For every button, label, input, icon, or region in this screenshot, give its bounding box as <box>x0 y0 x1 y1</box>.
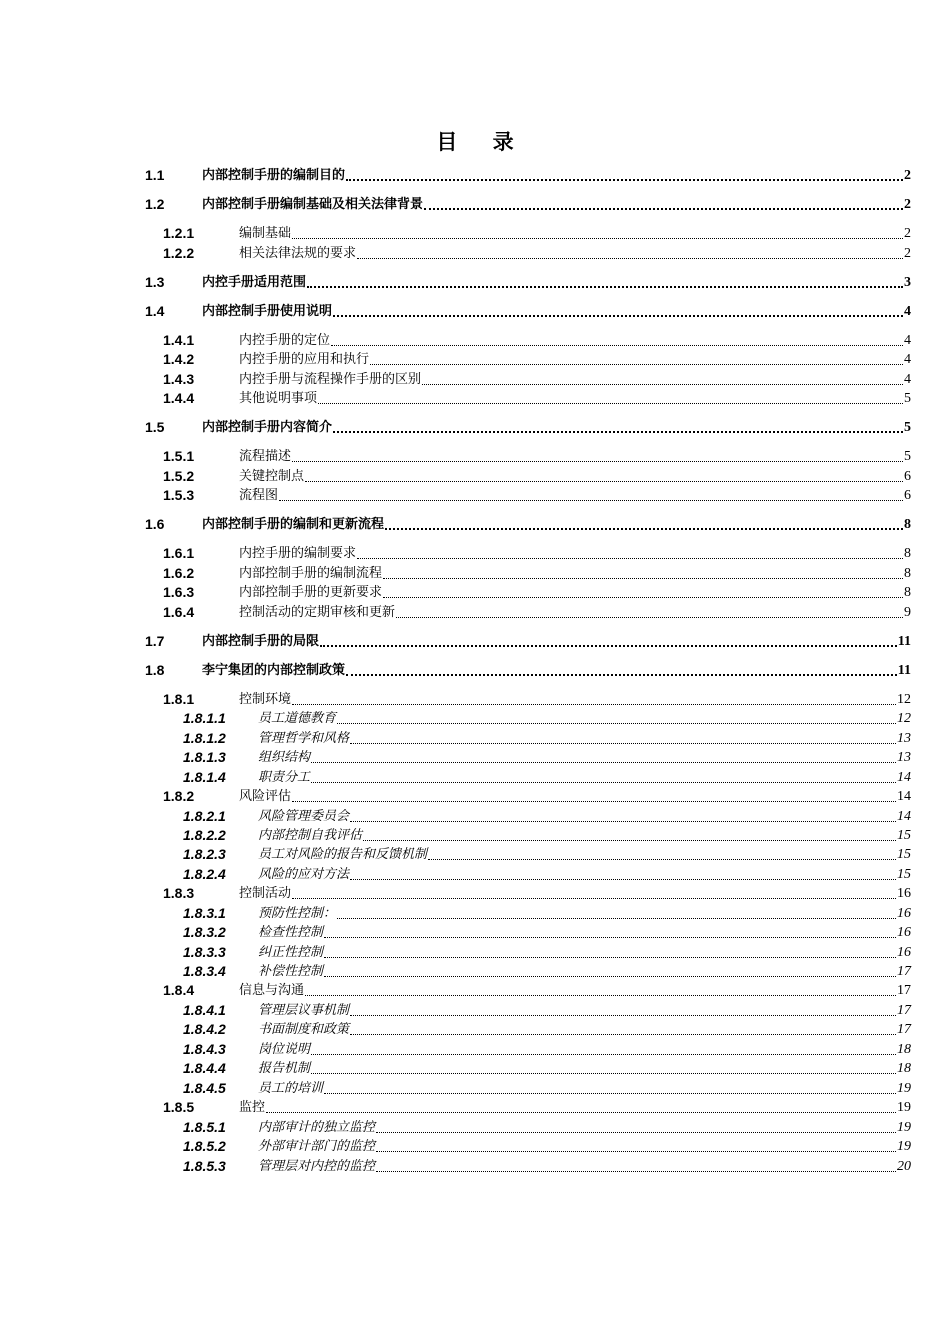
toc-entry-page-number: 8 <box>904 566 911 581</box>
toc-entry-title: 员工对风险的报告和反馈机制 <box>258 847 428 862</box>
toc-entry-number: 1.2 <box>145 196 165 212</box>
toc-entry-page-number: 19 <box>897 1100 911 1115</box>
toc-entry-number: 1.4.1 <box>163 332 195 348</box>
toc-entry-number: 1.4.3 <box>163 371 195 387</box>
toc-entry-page-number: 14 <box>897 809 911 824</box>
toc-entry-number: 1.8.5.1 <box>183 1119 226 1135</box>
toc-entry-title: 员工的培训 <box>258 1081 324 1096</box>
toc-dot-leader <box>318 389 903 404</box>
toc-entry-number: 1.1 <box>145 167 165 183</box>
toc-dot-leader <box>346 165 903 181</box>
toc-dot-leader <box>292 787 896 802</box>
toc-dot-leader <box>311 768 896 783</box>
toc-entry-number: 1.7 <box>145 633 165 649</box>
toc-entry[interactable] <box>145 515 911 533</box>
toc-entry[interactable] <box>163 331 911 349</box>
toc-entry[interactable] <box>183 826 911 844</box>
toc-entry-number: 1.8.5.2 <box>183 1138 226 1154</box>
toc-entry-page-number: 4 <box>904 333 911 348</box>
toc-entry[interactable] <box>163 981 911 999</box>
toc-dot-leader <box>331 331 903 346</box>
toc-dot-leader <box>385 514 903 530</box>
toc-entry-page-number: 5 <box>904 449 911 464</box>
toc-entry-title: 相关法律法规的要求 <box>239 246 357 261</box>
toc-dot-leader <box>370 350 903 365</box>
toc-entry-number: 1.2.1 <box>163 225 195 241</box>
toc-entry-title: 职责分工 <box>258 770 311 785</box>
toc-entry[interactable] <box>183 1040 911 1058</box>
toc-entry[interactable] <box>145 166 911 184</box>
toc-entry-number: 1.8.3.2 <box>183 924 226 940</box>
toc-dot-leader <box>376 1118 896 1133</box>
toc-entry[interactable] <box>145 302 911 320</box>
toc-entry-page-number: 16 <box>897 925 911 940</box>
toc-entry-title: 内控手册的编制要求 <box>239 546 357 561</box>
toc-dot-leader <box>428 845 896 860</box>
toc-entry[interactable] <box>163 370 911 388</box>
toc-dot-leader <box>337 709 896 724</box>
toc-dot-leader <box>376 1157 896 1172</box>
toc-dot-leader <box>324 1079 896 1094</box>
toc-dot-leader <box>311 748 896 763</box>
toc-entry-number: 1.8 <box>145 662 165 678</box>
toc-entry-number: 1.8.1.3 <box>183 749 226 765</box>
toc-dot-leader <box>311 1059 896 1074</box>
toc-entry-title: 预防性控制： <box>258 906 337 921</box>
toc-entry-title: 关键控制点 <box>239 469 305 484</box>
toc-entry[interactable] <box>183 923 911 941</box>
toc-entry-page-number: 11 <box>897 634 911 649</box>
toc-entry-title: 风险评估 <box>239 789 292 804</box>
toc-entry-title: 内控手册适用范围 <box>202 275 307 290</box>
toc-entry[interactable] <box>163 603 911 621</box>
toc-entry-number: 1.6.3 <box>163 584 195 600</box>
toc-entry-page-number: 13 <box>897 731 911 746</box>
toc-entry-title: 控制活动 <box>239 886 292 901</box>
toc-entry-title: 流程描述 <box>239 449 292 464</box>
toc-entry-title: 风险的应对方法 <box>258 867 350 882</box>
toc-entry-page-number: 14 <box>897 770 911 785</box>
toc-dot-leader <box>305 981 896 996</box>
toc-entry[interactable] <box>183 845 911 863</box>
toc-entry[interactable] <box>163 583 911 601</box>
toc-entry-title: 内部控制手册的编制目的 <box>202 168 346 183</box>
toc-entry-title: 书面制度和政策 <box>258 1022 350 1037</box>
toc-entry-title: 外部审计部门的监控 <box>258 1139 376 1154</box>
toc-entry-number: 1.8.1.1 <box>183 710 226 726</box>
toc-entry-title: 内部控制手册使用说明 <box>202 304 333 319</box>
toc-entry-number: 1.8.4.1 <box>183 1002 226 1018</box>
toc-entry[interactable] <box>145 195 911 213</box>
toc-dot-leader <box>350 729 896 744</box>
toc-entry-number: 1.8.4 <box>163 982 195 998</box>
toc-dot-leader <box>376 1137 896 1152</box>
toc-dot-leader <box>337 904 896 919</box>
toc-entry-number: 1.8.3.3 <box>183 944 226 960</box>
toc-dot-leader <box>292 884 896 899</box>
toc-entry-number: 1.8.2.3 <box>183 846 226 862</box>
toc-entry-number: 1.2.2 <box>163 245 195 261</box>
toc-dot-leader <box>346 660 897 676</box>
toc-dot-leader <box>357 544 903 559</box>
toc-entry[interactable] <box>183 904 911 922</box>
toc-entry[interactable] <box>163 447 911 465</box>
toc-dot-leader <box>350 865 896 880</box>
toc-entry-page-number: 2 <box>904 246 911 261</box>
toc-dot-leader <box>350 1020 896 1035</box>
toc-entry-page-number: 20 <box>897 1159 911 1174</box>
toc-entry-number: 1.8.4.4 <box>183 1060 226 1076</box>
toc-entry[interactable] <box>145 632 911 650</box>
toc-entry-page-number: 12 <box>897 692 911 707</box>
toc-dot-leader <box>350 1001 896 1016</box>
toc-entry-title: 岗位说明 <box>258 1042 311 1057</box>
toc-entry-title: 其他说明事项 <box>239 391 318 406</box>
toc-entry[interactable] <box>183 1020 911 1038</box>
toc-dot-leader <box>292 690 896 705</box>
toc-entry-page-number: 16 <box>897 945 911 960</box>
toc-dot-leader <box>311 1040 896 1055</box>
toc-entry-page-number: 6 <box>904 469 911 484</box>
page-title: 目 录 <box>436 130 528 154</box>
toc-entry-page-number: 19 <box>897 1120 911 1135</box>
toc-entry-title: 流程图 <box>239 488 279 503</box>
toc-entry-number: 1.6.4 <box>163 604 195 620</box>
toc-entry[interactable] <box>183 1157 911 1175</box>
toc-entry-title: 检查性控制 <box>258 925 324 940</box>
toc-entry-number: 1.8.4.5 <box>183 1080 226 1096</box>
toc-dot-leader <box>383 564 903 579</box>
toc-entry-page-number: 12 <box>897 711 911 726</box>
toc-entry-title: 监控 <box>239 1100 266 1115</box>
toc-entry-number: 1.8.3 <box>163 885 195 901</box>
toc-entry-number: 1.5.2 <box>163 468 195 484</box>
toc-entry[interactable] <box>183 748 911 766</box>
toc-entry-number: 1.4 <box>145 303 165 319</box>
toc-entry-number: 1.8.3.4 <box>183 963 226 979</box>
toc-entry-page-number: 13 <box>897 750 911 765</box>
toc-entry-number: 1.8.1.4 <box>183 769 226 785</box>
toc-entry-number: 1.8.5 <box>163 1099 195 1115</box>
toc-entry-page-number: 16 <box>897 906 911 921</box>
toc-entry-page-number: 19 <box>897 1081 911 1096</box>
toc-entry[interactable] <box>163 350 911 368</box>
toc-dot-leader <box>324 943 896 958</box>
toc-entry-title: 信息与沟通 <box>239 983 305 998</box>
toc-entry-page-number: 18 <box>897 1061 911 1076</box>
toc-entry-title: 管理哲学和风格 <box>258 731 350 746</box>
toc-dot-leader <box>266 1098 896 1113</box>
toc-entry[interactable] <box>163 244 911 262</box>
toc-entry-title: 内控手册与流程操作手册的区别 <box>239 372 422 387</box>
toc-dot-leader <box>350 807 896 822</box>
toc-entry-number: 1.8.5.3 <box>183 1158 226 1174</box>
toc-entry-page-number: 11 <box>897 663 911 678</box>
toc-entry-number: 1.8.3.1 <box>183 905 226 921</box>
toc-dot-leader <box>320 631 897 647</box>
toc-entry-page-number: 4 <box>904 372 911 387</box>
toc-dot-leader <box>396 603 903 618</box>
toc-entry-page-number: 9 <box>904 605 911 620</box>
toc-entry-page-number: 4 <box>904 352 911 367</box>
toc-entry-title: 编制基础 <box>239 226 292 241</box>
toc-entry-number: 1.5.1 <box>163 448 195 464</box>
toc-dot-leader <box>292 224 903 239</box>
toc-entry-number: 1.6.2 <box>163 565 195 581</box>
toc-entry[interactable] <box>183 1059 911 1077</box>
toc-entry[interactable] <box>163 1098 911 1116</box>
toc-entry-page-number: 17 <box>897 983 911 998</box>
toc-entry-title: 纠正性控制 <box>258 945 324 960</box>
toc-entry[interactable] <box>145 418 911 436</box>
toc-entry-number: 1.6.1 <box>163 545 195 561</box>
toc-entry[interactable] <box>163 690 911 708</box>
toc-entry-title: 内部控制手册的局限 <box>202 634 320 649</box>
toc-entry[interactable] <box>183 709 911 727</box>
toc-entry-number: 1.3 <box>145 274 165 290</box>
toc-entry[interactable] <box>163 224 911 242</box>
toc-entry[interactable] <box>163 486 911 504</box>
toc-entry[interactable] <box>163 787 911 805</box>
toc-entry-title: 内部控制手册的编制流程 <box>239 566 383 581</box>
toc-entry-number: 1.8.1 <box>163 691 195 707</box>
toc-dot-leader <box>324 962 896 977</box>
toc-entry-number: 1.8.2.2 <box>183 827 226 843</box>
toc-entry-page-number: 2 <box>904 226 911 241</box>
toc-entry-title: 风险管理委员会 <box>258 809 350 824</box>
toc-entry[interactable] <box>183 1118 911 1136</box>
toc-entry-title: 内部控制手册的编制和更新流程 <box>202 517 385 532</box>
toc-entry-page-number: 8 <box>904 585 911 600</box>
toc-entry[interactable] <box>183 1001 911 1019</box>
toc-entry-page-number: 17 <box>897 1003 911 1018</box>
toc-entry-page-number: 18 <box>897 1042 911 1057</box>
toc-entry[interactable] <box>183 943 911 961</box>
toc-entry[interactable] <box>163 884 911 902</box>
toc-entry-page-number: 17 <box>897 964 911 979</box>
toc-entry-number: 1.8.2.4 <box>183 866 226 882</box>
toc-entry-number: 1.4.2 <box>163 351 195 367</box>
toc-entry-title: 内部控制手册编制基础及相关法律背景 <box>202 197 424 212</box>
toc-entry-number: 1.8.4.3 <box>183 1041 226 1057</box>
toc-entry-title: 内控手册的定位 <box>239 333 331 348</box>
toc-entry[interactable] <box>183 1137 911 1155</box>
toc-entry[interactable] <box>163 389 911 407</box>
toc-dot-leader <box>383 583 903 598</box>
toc-dot-leader <box>422 370 903 385</box>
toc-dot-leader <box>357 244 903 259</box>
toc-entry-title: 李宁集团的内部控制政策 <box>202 663 346 678</box>
toc-entry-title: 控制环境 <box>239 692 292 707</box>
toc-entry-page-number: 8 <box>904 546 911 561</box>
toc-entry[interactable] <box>183 768 911 786</box>
toc-entry-page-number: 15 <box>897 847 911 862</box>
toc-dot-leader <box>324 923 896 938</box>
toc-entry-title: 组织结构 <box>258 750 311 765</box>
toc-entry-number: 1.5 <box>145 419 165 435</box>
toc-entry-page-number: 15 <box>897 828 911 843</box>
toc-entry-title: 管理层对内控的监控 <box>258 1159 376 1174</box>
toc-entry-number: 1.8.1.2 <box>183 730 226 746</box>
toc-entry-number: 1.6 <box>145 516 165 532</box>
toc-entry[interactable] <box>163 564 911 582</box>
toc-entry[interactable] <box>163 544 911 562</box>
toc-entry-title: 报告机制 <box>258 1061 311 1076</box>
toc-dot-leader <box>424 194 903 210</box>
toc-entry-number: 1.5.3 <box>163 487 195 503</box>
toc-entry-title: 控制活动的定期审核和更新 <box>239 605 396 620</box>
toc-dot-leader <box>305 467 903 482</box>
toc-entry-title: 内部控制手册的更新要求 <box>239 585 383 600</box>
toc-entry[interactable] <box>145 273 911 291</box>
toc-entry[interactable] <box>183 865 911 883</box>
toc-entry[interactable] <box>183 1079 911 1097</box>
toc-entry-page-number: 14 <box>897 789 911 804</box>
toc-entry-page-number: 4 <box>904 304 911 319</box>
toc-entry-title: 内部审计的独立监控 <box>258 1120 376 1135</box>
toc-entry-page-number: 8 <box>904 517 911 532</box>
toc-entry-page-number: 5 <box>904 391 911 406</box>
toc-entry-number: 1.8.2.1 <box>183 808 226 824</box>
toc-entry[interactable] <box>183 729 911 747</box>
toc-entry-title: 内控手册的应用和执行 <box>239 352 370 367</box>
toc-entry-title: 内部控制手册内容简介 <box>202 420 333 435</box>
toc-entry-title: 员工道德教育 <box>258 711 337 726</box>
toc-entry-page-number: 6 <box>904 488 911 503</box>
toc-entry[interactable] <box>145 661 911 679</box>
toc-entry[interactable] <box>183 962 911 980</box>
toc-entry-page-number: 16 <box>897 886 911 901</box>
toc-dot-leader <box>333 417 903 433</box>
toc-entry[interactable] <box>163 467 911 485</box>
toc-dot-leader <box>363 826 896 841</box>
toc-dot-leader <box>279 486 903 501</box>
toc-entry-page-number: 3 <box>904 275 911 290</box>
toc-dot-leader <box>307 272 903 288</box>
toc-entry-page-number: 2 <box>904 168 911 183</box>
toc-entry[interactable] <box>183 807 911 825</box>
toc-entry-number: 1.8.4.2 <box>183 1021 226 1037</box>
toc-entry-number: 1.4.4 <box>163 390 195 406</box>
toc-entry-title: 内部控制自我评估 <box>258 828 363 843</box>
toc-entry-title: 补偿性控制 <box>258 964 324 979</box>
toc-entry-page-number: 2 <box>904 197 911 212</box>
toc-entry-page-number: 15 <box>897 867 911 882</box>
toc-entry-page-number: 19 <box>897 1139 911 1154</box>
toc-entry-title: 管理层议事机制 <box>258 1003 350 1018</box>
toc-entry-page-number: 17 <box>897 1022 911 1037</box>
toc-entry-page-number: 5 <box>904 420 911 435</box>
toc-dot-leader <box>333 301 903 317</box>
toc-dot-leader <box>292 447 903 462</box>
toc-entry-number: 1.8.2 <box>163 788 195 804</box>
